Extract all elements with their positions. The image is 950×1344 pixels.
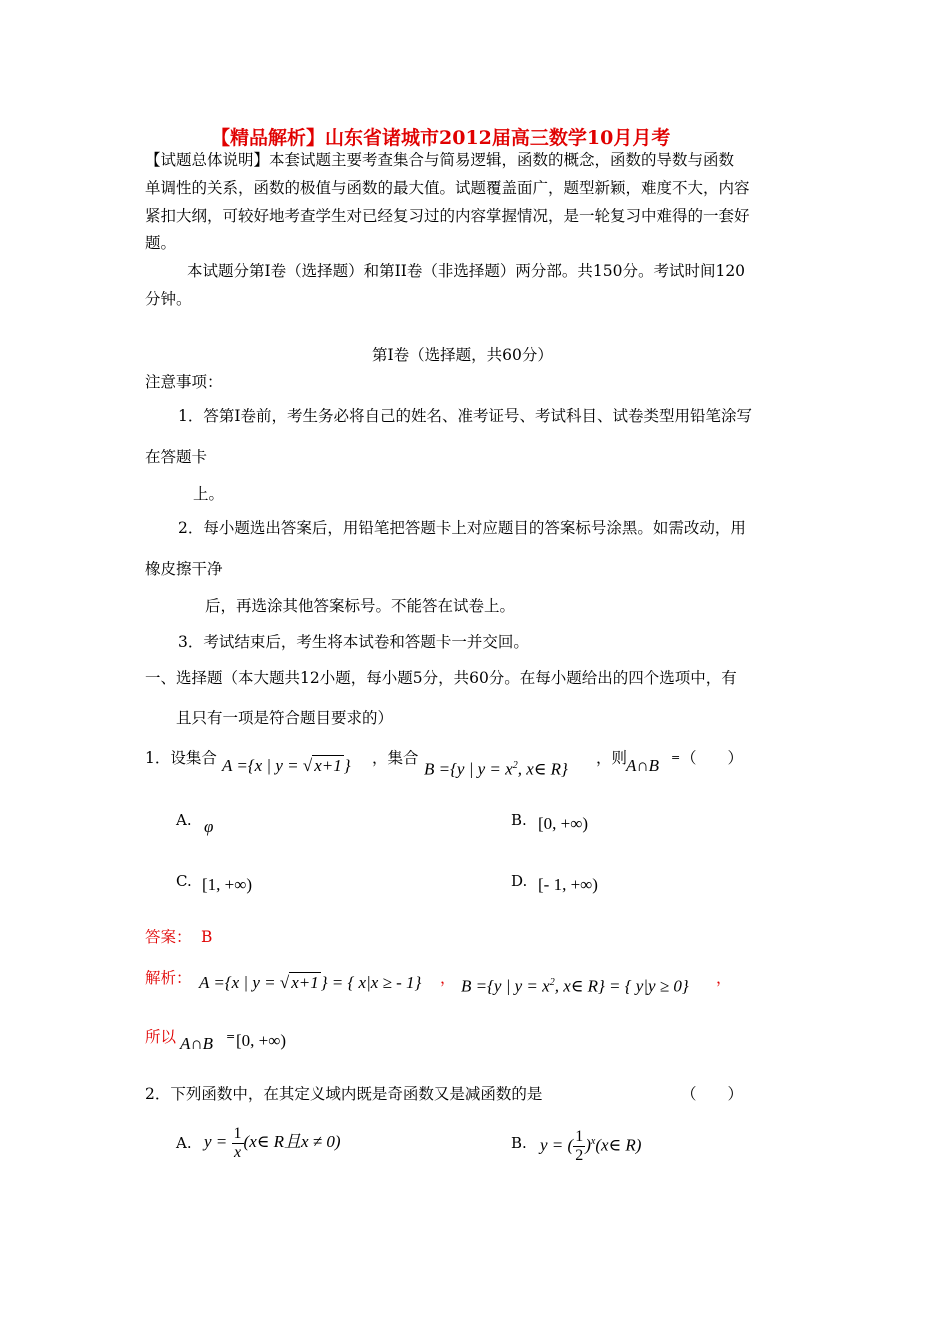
q1-option-c-label: C. — [176, 872, 192, 890]
q2-option-a: y = $\frac{1}{x}$ (x∈ R且x ≠ 0) — [204, 1124, 341, 1161]
q2-answer-paren: （ ） — [681, 1085, 744, 1103]
q1-set-b: B ={y | $y = x^2$, x∈ R} — [424, 759, 568, 779]
notice-1c: 上。 — [193, 485, 225, 503]
q1-stem — [145, 748, 217, 768]
intro-line-3: 紧扣大纲，可较好地考查学生对已经复习过的内容掌握情况，是一轮复习中难得的一套好 — [145, 207, 750, 225]
q1-option-b: [0, +∞) — [538, 814, 589, 833]
q1-option-b-label: B. — [511, 811, 527, 829]
exam-info-line-1: 本试题分第I卷（选择题）和第II卷（非选择题）两分部。共150分。考试时间120 — [187, 262, 746, 280]
q1-analysis-set-a: A ={x | y = √ x+1 } = { x|x ≥ - 1} — [199, 973, 422, 992]
notice-1a: 1．答第I卷前，考生务必将自己的姓名、准考证号、考试科目、试卷类型用铅笔涂写 — [178, 407, 752, 425]
q1-option-d-label: D. — [511, 872, 528, 890]
notice-2a: 2．每小题选出答案后，用铅笔把答题卡上对应题目的答案标号涂黑。如需改动，用 — [178, 519, 746, 537]
q1-then-text: ，则 — [596, 749, 628, 767]
q1-answer-label: 答案： — [145, 928, 192, 946]
q1-option-d: [- 1, +∞) — [538, 875, 598, 894]
q1-so-result: [0, +∞) — [236, 1031, 287, 1050]
q1-option-a: φ — [204, 817, 214, 836]
q1-option-c: [1, +∞) — [202, 875, 253, 894]
q1-mid-text: ，集合 — [372, 749, 419, 767]
q1-analysis-label: 解析： — [145, 969, 192, 987]
q2-option-b-label: B. — [511, 1134, 527, 1152]
q1-analysis-sep: ， — [440, 969, 456, 987]
q1-target: A∩B — [626, 756, 660, 775]
q1-so-eq: = — [226, 1030, 236, 1043]
q1-option-a-label: A. — [176, 811, 192, 829]
exam-info-line-2: 分钟。 — [145, 290, 192, 308]
q1-answer-paren: （ ） — [681, 749, 744, 767]
intro-line-2: 单调性的关系，函数的极值与函数的最大值。试题覆盖面广，题型新颖，难度不大，内容 — [145, 179, 750, 197]
page-title: 【精品解析】山东省诸城市2012届高三数学10月月考 — [211, 127, 671, 149]
notice-1b: 在答题卡 — [145, 448, 208, 466]
q1-so-expr: A∩B — [180, 1034, 214, 1053]
notice-2c: 后，再选涂其他答案标号。不能答在试卷上。 — [205, 597, 516, 615]
section1-line-2: 且只有一项是符合题目要求的） — [176, 709, 394, 727]
q2-option-b: y = ( $\frac{1}{2}$ )$^x$(x∈ R) — [540, 1128, 642, 1165]
q1-set-a: A ={x | y = √ x+1 } — [222, 756, 351, 775]
part1-title: 第I卷（选择题，共60分） — [372, 346, 553, 364]
intro-line-4: 题。 — [145, 234, 177, 252]
q1-analysis-set-b: B ={y | $y = x^2$, x∈ R} = { y|y ≥ 0} — [461, 976, 689, 996]
section1-line-1: 一、选择题（本大题共12小题，每小题5分，共60分。在每小题给出的四个选项中，有 — [145, 669, 737, 687]
q1-number: 1．设集合 — [145, 749, 217, 767]
q1-so-label: 所以 — [145, 1028, 177, 1046]
notice-heading: 注意事项： — [145, 373, 223, 391]
q2-stem: 2．下列函数中，在其定义域内既是奇函数又是减函数的是 — [145, 1085, 543, 1103]
notice-2b: 橡皮擦干净 — [145, 560, 223, 578]
notice-3: 3．考试结束后，考生将本试卷和答题卡一并交回。 — [178, 633, 529, 651]
q1-answer-value: B — [201, 928, 213, 946]
q1-eq: = — [671, 751, 681, 764]
intro-line-1: 【试题总体说明】本套试题主要考查集合与简易逻辑，函数的概念，函数的导数与函数 — [145, 151, 735, 169]
q1-analysis-end: ， — [716, 969, 732, 987]
q2-option-a-label: A. — [176, 1134, 192, 1152]
